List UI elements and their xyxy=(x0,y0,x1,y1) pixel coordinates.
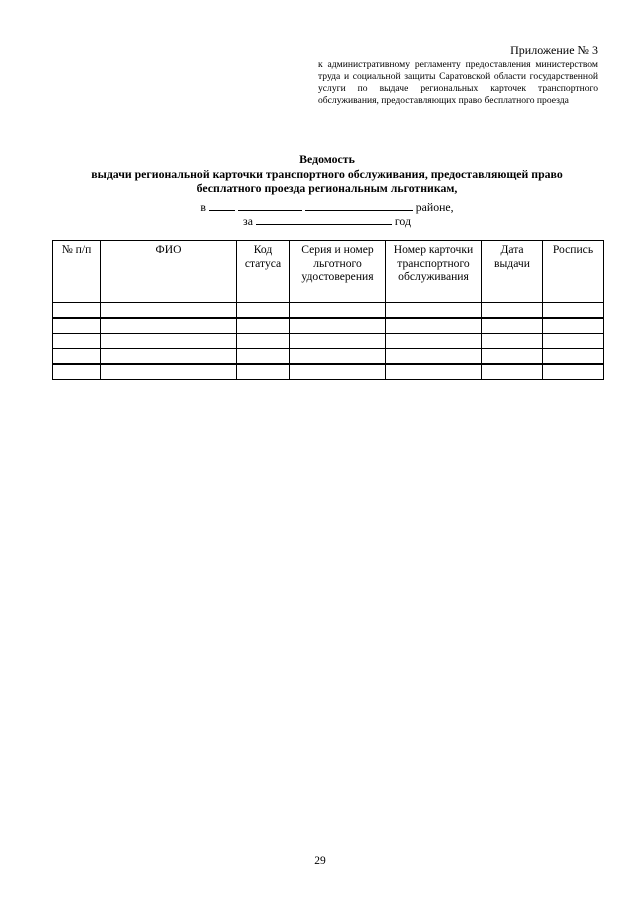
table-cell[interactable] xyxy=(482,303,543,319)
table-row xyxy=(53,349,604,365)
table-cell[interactable] xyxy=(543,303,604,319)
table-cell[interactable] xyxy=(290,303,386,319)
location-suffix: районе, xyxy=(415,200,454,214)
table-row xyxy=(53,364,604,380)
register-table xyxy=(52,240,604,380)
table-cell[interactable] xyxy=(482,318,543,334)
annex-text: к административному регламенту предоставления министерством труда и социальной защиты Саратовской области государственной услуги по выдаче региональных карточек транспортного обслуживания, предоставляющих право бесплатного проезда xyxy=(318,59,598,106)
table-cell[interactable] xyxy=(482,334,543,349)
table-cell[interactable] xyxy=(237,303,290,319)
header-certificate: Серия и номер льготного удостоверения xyxy=(290,241,386,303)
table-cell[interactable] xyxy=(237,349,290,365)
header-status-code: Код статуса xyxy=(237,241,290,303)
table-cell[interactable] xyxy=(237,364,290,380)
table-cell[interactable] xyxy=(101,303,237,319)
document-title xyxy=(50,152,604,196)
period-line xyxy=(50,213,604,228)
table-cell[interactable] xyxy=(543,334,604,349)
table-cell[interactable] xyxy=(53,334,101,349)
page-number: 29 xyxy=(314,855,326,867)
header-full-name: ФИО xyxy=(101,241,237,303)
table-cell[interactable] xyxy=(543,349,604,365)
location-blank-long[interactable] xyxy=(305,199,413,211)
location-blank-short[interactable] xyxy=(209,199,235,211)
header-issue-date: Дата выдачи xyxy=(482,241,543,303)
period-prefix: за xyxy=(243,214,253,228)
table-cell[interactable] xyxy=(101,334,237,349)
table-cell[interactable] xyxy=(53,364,101,380)
table-cell[interactable] xyxy=(237,318,290,334)
annex-title: Приложение № 3 xyxy=(510,43,598,57)
title-line-1: Ведомость xyxy=(299,152,355,166)
header-signature: Роспись xyxy=(543,241,604,303)
table-header-row xyxy=(53,241,604,303)
period-blank[interactable] xyxy=(256,213,392,225)
table-cell[interactable] xyxy=(53,303,101,319)
header-number: № п/п xyxy=(53,241,101,303)
table-cell[interactable] xyxy=(237,334,290,349)
table-cell[interactable] xyxy=(290,349,386,365)
table-cell[interactable] xyxy=(290,334,386,349)
table-cell[interactable] xyxy=(386,318,482,334)
table-cell[interactable] xyxy=(101,364,237,380)
table-cell[interactable] xyxy=(386,334,482,349)
location-line xyxy=(50,199,604,214)
table-cell[interactable] xyxy=(543,364,604,380)
table-cell[interactable] xyxy=(53,318,101,334)
table-row xyxy=(53,303,604,319)
location-blank-middle[interactable] xyxy=(238,199,302,211)
table-cell[interactable] xyxy=(53,349,101,365)
table-row xyxy=(53,334,604,349)
table-cell[interactable] xyxy=(482,349,543,365)
table-cell[interactable] xyxy=(386,303,482,319)
title-line-2: выдачи региональной карточки транспортного обслуживания, предоставляющей право xyxy=(91,166,563,181)
location-prefix: в xyxy=(200,200,206,214)
header-card-number: Номер карточки транспортного обслуживания xyxy=(386,241,482,303)
table-row xyxy=(53,318,604,334)
table-cell[interactable] xyxy=(101,349,237,365)
table-cell[interactable] xyxy=(386,349,482,365)
table-cell[interactable] xyxy=(101,318,237,334)
table-cell[interactable] xyxy=(482,364,543,380)
table-cell[interactable] xyxy=(386,364,482,380)
period-suffix: год xyxy=(394,214,411,228)
table-cell[interactable] xyxy=(543,318,604,334)
table-cell[interactable] xyxy=(290,364,386,380)
title-line-3: бесплатного проезда региональным льготникам, xyxy=(196,181,458,195)
table-cell[interactable] xyxy=(290,318,386,334)
